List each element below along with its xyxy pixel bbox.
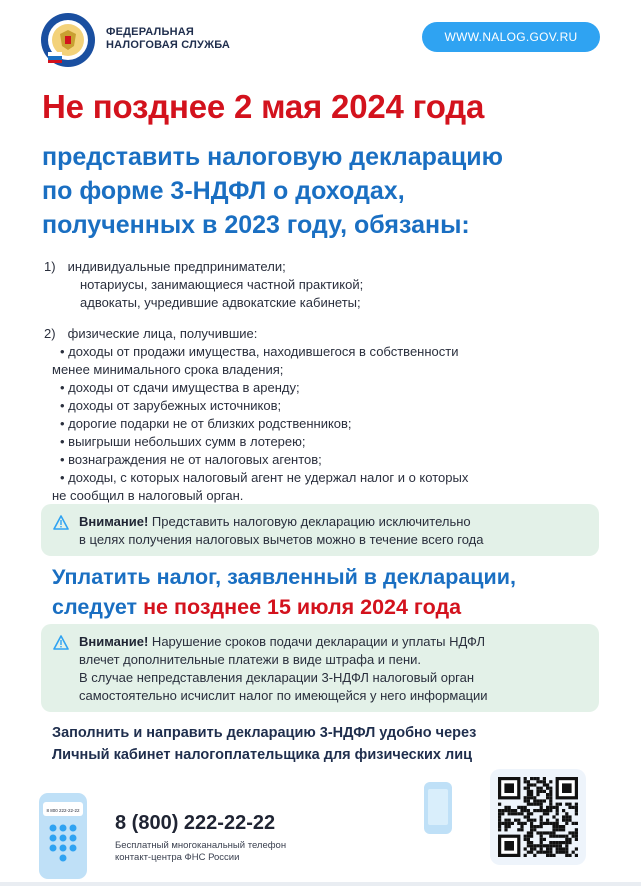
notice-text: Нарушение сроков подачи декларации и уплаты НДФЛ bbox=[148, 634, 486, 649]
subtitle-line: представить налоговую декларацию bbox=[42, 143, 503, 171]
personal-cabinet-text bbox=[52, 722, 612, 766]
payment-line: Уплатить налог, заявленный в декларации, bbox=[52, 565, 516, 589]
list-item: • выигрыши небольших сумм в лотерею; bbox=[60, 434, 306, 449]
list-number: 1) bbox=[44, 259, 56, 274]
qr-area bbox=[420, 763, 600, 881]
list-entrepreneurs bbox=[44, 258, 604, 312]
list-item: • дорогие подарки не от близких родственников; bbox=[60, 416, 352, 431]
qr-card[interactable] bbox=[490, 769, 586, 865]
header bbox=[40, 12, 600, 68]
org-name-line1: ФЕДЕРАЛЬНАЯ bbox=[106, 26, 194, 38]
payment-line-prefix: следует bbox=[52, 595, 144, 619]
list-item: не сообщил в налоговый орган. bbox=[52, 488, 244, 503]
warning-icon bbox=[53, 515, 69, 530]
notice-label: Внимание! bbox=[79, 634, 149, 649]
bottom-divider bbox=[0, 882, 641, 886]
list-item: • доходы от продажи имущества, находившегося в собственности bbox=[60, 344, 459, 359]
notice-text: В случае непредставления декларации 3-НДФЛ налоговый орган bbox=[79, 670, 475, 685]
payment-deadline: не позднее 15 июля 2024 года bbox=[143, 595, 462, 619]
subtitle-line: полученных в 2023 году, обязаны: bbox=[42, 211, 470, 239]
org-name-line2: НАЛОГОВАЯ СЛУЖБА bbox=[106, 39, 231, 51]
deadline-title: Не позднее 2 мая 2024 года bbox=[42, 88, 485, 125]
subtitle bbox=[42, 140, 602, 242]
website-button[interactable]: WWW.NALOG.GOV.RU bbox=[422, 22, 600, 52]
notice-text: в целях получения налоговых вычетов можно в течение всего года bbox=[79, 532, 484, 547]
cabinet-line: Личный кабинет налогоплательщика для физических лиц bbox=[52, 747, 473, 763]
list-item: • вознаграждения не от налоговых агентов; bbox=[60, 452, 322, 467]
notice-deductions bbox=[41, 504, 599, 556]
fns-emblem-icon bbox=[40, 12, 96, 68]
notice-text: самостоятельно исчислит налог по имеющейся у него информации bbox=[79, 688, 488, 703]
phone-caption bbox=[115, 840, 286, 864]
mini-phone-icon bbox=[423, 781, 453, 835]
list-item: нотариусы, занимающиеся частной практикой; bbox=[80, 277, 364, 292]
caption-line: Бесплатный многоканальный телефон bbox=[115, 840, 287, 851]
notice-label: Внимание! bbox=[79, 514, 149, 529]
list-intro: физические лица, получившие: bbox=[67, 326, 258, 341]
list-item: • доходы от сдачи имущества в аренду; bbox=[60, 380, 300, 395]
payment-title bbox=[52, 562, 612, 622]
qr-code-icon[interactable] bbox=[498, 777, 578, 857]
warning-icon bbox=[53, 635, 69, 650]
list-item: • доходы, с которых налоговый агент не удержал налог и о которых bbox=[60, 470, 469, 485]
notice-text: Представить налоговую декларацию исключительно bbox=[148, 514, 471, 529]
phone-icon bbox=[38, 792, 88, 880]
phone-number[interactable]: 8 (800) 222-22-22 bbox=[115, 812, 276, 834]
subtitle-line: по форме 3-НДФЛ о доходах, bbox=[42, 177, 405, 205]
notice-text: влечет дополнительные платежи в виде штрафа и пени. bbox=[79, 652, 422, 667]
list-number: 2) bbox=[44, 326, 56, 341]
list-item: • доходы от зарубежных источников; bbox=[60, 398, 282, 413]
phone-screen-text: 8 800 222-22-22 bbox=[46, 808, 80, 813]
list-item: менее минимального срока владения; bbox=[52, 362, 284, 377]
notice-penalties bbox=[41, 624, 599, 712]
org-name bbox=[106, 26, 230, 52]
list-item: адвокаты, учредившие адвокатские кабинеты; bbox=[80, 295, 361, 310]
list-individuals bbox=[44, 325, 604, 505]
caption-line: контакт-центра ФНС России bbox=[115, 852, 240, 863]
list-item: индивидуальные предприниматели; bbox=[67, 259, 286, 274]
cabinet-line: Заполнить и направить декларацию 3-НДФЛ удобно через bbox=[52, 725, 477, 741]
